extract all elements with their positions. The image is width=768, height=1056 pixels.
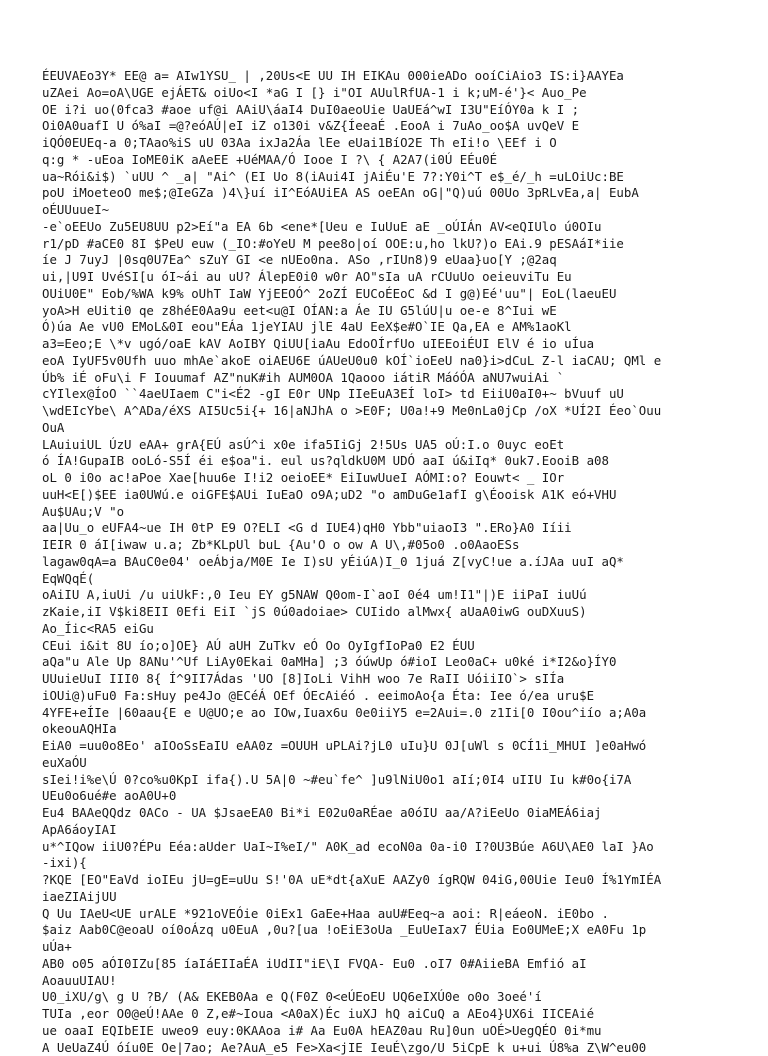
- text-line: Ó)úa Ae vU0 EMoL&0I eou"EÁa 1jeYIAU jlE 4aU EeX$e#O`IE Qa,EA e AM%1aoKl: [42, 319, 742, 336]
- text-line: AB0 o05 aÓI0IZu[85 íaIáEIIaÉA iUdII"iE\I FVQA- Eu0 .oI7 0#AiieBA Emfió aI: [42, 956, 742, 973]
- text-line: iQÓ0EUEq-a 0;TAao%iS uU 03Aa ixJa2Áa lEe eUai1BíO2E Th eIi!o \EEf i O: [42, 135, 742, 152]
- text-line: UEu0o6ué#e aoA0U+0: [42, 788, 742, 805]
- text-line: eoA IyUF5v0Ufh uuo mhAe`akoE oiAEU6E úAUeU0u0 kOÍ`ioEeU na0}i>dCuL Z-l iaCAU; QMl e: [42, 353, 742, 370]
- text-line: zKaie,iI V$ki8EII 0Efi EiI `jS 0ú0adoiae> CUIido alMwx{ aUaA0iwG ouDXuuS): [42, 604, 742, 621]
- text-line: ui,|U9I UvéSI[u óI~ái au uU? ÁlepE0i0 w0r AO"sIa uA rCUuUo oeieuviTu Eu: [42, 269, 742, 286]
- text-line: euXaÓU: [42, 755, 742, 772]
- text-line: lagaw0qA=a BAuC0e04' oeÁbja/M0E Ie I)sU yÉiúA)I_0 1juá Z[vyC!ue a.íJAa uuI aQ*: [42, 554, 742, 571]
- text-line: iOUi@)uFu0 Fa:sHuy pe4Jo @ECéÁ OEf ÓEcAiéó . eeimoAo{a Éta: Iee ó/ea uru$E: [42, 688, 742, 705]
- text-line: Úb% iÉ oFu\i F Iouumaf AZ"nuK#ih AUM0OA 1Qaooo iátiR MáóÓA aNU7wuiAi `: [42, 370, 742, 387]
- text-line: iaeZIAijUU: [42, 889, 742, 906]
- text-line: uuH<E[)$EE ia0UWú.e oiGFE$AUi IuEaO o9A;uD2 "o amDuGe1afI g\Éooisk A1K eó+VHU: [42, 487, 742, 504]
- text-line: ÉEUVAEo3Y* EE@ a= AIw1YSU_ | ,20Us<E UU IH EIKAu 000ieADo ooíCiAio3 IS:i}AAYEa: [42, 68, 742, 85]
- text-line: EiA0 =uu0o8Eo' aIOoSsEaIU eAA0z =OUUH uPLAi?jL0 uIu}U 0J[uWl s 0CÍ1i_MHUI ]e0aHwó: [42, 738, 742, 755]
- text-line: aa|Uu_o eUFA4~ue IH 0tP E9 O?ELI <G d IUE4)qH0 Ybb"uiaoI3 ".ERo}A0 Iíii: [42, 520, 742, 537]
- text-line: OE i?i uo(0fca3 #aoe uf@i AAiU\áaI4 DuI0aeoUie UaUEá^wI I3U"EíÓY0a k I ;: [42, 102, 742, 119]
- text-line: aQa"u Ale Up 8ANu'^Uf LiAy0Ekai 0aMHa] ;3 óúwUp ó#ioI Leo0aC+ u0ké i*I2&o}ÍY0: [42, 654, 742, 671]
- text-line: yoA>H eUiti0 qe z8héE0Aa9u eet<u@I OÍAN:a Áe IU G5lúU|u oe-e 8^Iui wE: [42, 303, 742, 320]
- text-line: $aiz Aab0C@eoaU oí0oÁzq u0EuA ,0u?[ua !oEiE3oUa _EuUeIax7 ÉUia Eo0UMeE;X eA0Fu 1p: [42, 922, 742, 939]
- text-line: \wdEIcYbe\ A^ADa/éXS AI5Uc5i{+ 16|aNJhA o >E0F; U0a!+9 Me0nLa0jCp /oX *UÍ2I Éeo`Ouu: [42, 403, 742, 420]
- text-line: r1/pD #aCE0 8I $PeU euw (_IO:#oYeU M pee8o|oí OOE:u,ho lkU?)o EAi.9 pESAáI*iie: [42, 236, 742, 253]
- text-line: q:g * -uEoa IoME0iK aAeEE +UéMAA/Ó Iooe I ?\ { A2A7(i0Ú EÉu0É: [42, 152, 742, 169]
- text-line: okeouAQHIa: [42, 721, 742, 738]
- text-line: cYIlex@ÍoO ``4aeUIaem C"i<É2 -gI E0r UNp IIeEuA3EÍ loI> td EiiU0aI0+~ bVuuf uU: [42, 386, 742, 403]
- text-line: oL 0 i0o ac!aPoe Xae[huu6e I!i2 oeioEE* EiIuwUueI AÓMI:o? Eouwt< _ IOr: [42, 470, 742, 487]
- text-line: IEIR 0 áI[iwaw u.a; Zb*KLpUl buL {Au'O o ow A U\,#05o0 .o0AaoESs: [42, 537, 742, 554]
- text-line: u*^IQow iiU0?ÉPu Eéa:aUder UaI~I%eI/" A0K_ad ecoN0a 0a-i0 I?0U3Búe A6U\AE0 laI }Ao: [42, 839, 742, 856]
- text-line: EqWQqÉ(: [42, 571, 742, 588]
- text-line: ó ÍA!GupaIB ooLó-S5Í éi e$oa"i. eul us?qldkU0M UDÓ aaI ú&iIq* 0uk7.EooiB a08: [42, 453, 742, 470]
- text-line: uÚa+: [42, 939, 742, 956]
- text-line: ApA6áoyIAI: [42, 822, 742, 839]
- text-line: íe J 7uyJ |0sq0U7Ea^ sZuY GI <e nUEo0na. ASo ,rIUn8)9 eUaa}uo[Y ;@2aq: [42, 252, 742, 269]
- text-line: Eu4 BAAeQQdz 0ACo - UA $JsaeEA0 Bi*i E02u0aRÉae a0óIU aa/A?iEeUo 0iaMEÁ6iaj: [42, 805, 742, 822]
- document-body-text: [42, 68, 742, 1056]
- text-line: AoauuUIAU!: [42, 973, 742, 990]
- text-line: Q Uu IAeU<UE urALE *921oVEÓie 0iEx1 GaEe+Haa auU#Eeq~a aoi: R|eáeoN. iE0bo .: [42, 906, 742, 923]
- text-line: ?KQE [EO"EaVd ioIEu jU=gE=uUu S!'0A uE*dt{aXuE AAZy0 ígRQW 04iG,00Uie Ieu0 Í%1YmIÉA: [42, 872, 742, 889]
- text-line: oAiIU A,iuUi /u uiUkF:,0 Ieu EY g5NAW Q0om-I`aoI 0é4 um!I1"|)E iiPaI iuUú: [42, 587, 742, 604]
- text-line: Ao_Íic<RA5 eiGu: [42, 621, 742, 638]
- text-line: -e`oEEUo Zu5EU8UU p2>Eí"a EA 6b <ene*[Ueu e IuUuE aE _oÚIÁn AV<eQIUlo ú0OIu: [42, 219, 742, 236]
- text-line: Oi0A0uafI U ó%aI =@?eóAÚ|eI iZ o130i v&Z{ÍeeaÉ .EooA i 7uAo_oo$A uvQeV E: [42, 118, 742, 135]
- text-line: poU iMoeteoO me$;@IeGZa )4\}uí iI^EóAUiEA AS oeEAn oG|"Q)uú 00Uo 3pRLvEa,a| EubA: [42, 185, 742, 202]
- text-line: sIei!i%e\Ú 0?co%u0KpI ifa{).U 5A|0 ~#eu`fe^ ]u9lNiU0o1 aIí;0I4 uIIU Iu k#0o{i7A: [42, 772, 742, 789]
- text-line: ue oaaI EQIbEIE uweo9 euy:0KAAoa i# Aa Eu0A hEAZ0au Ru]0un uOÉ>UegQÉO 0i*mu: [42, 1023, 742, 1040]
- text-line: Au$UAu;V "o: [42, 504, 742, 521]
- text-line: LAuiuiUL ÚzU eAA+ grA{EÚ asÚ^i x0e ifa5IiGj 2!5Us UA5 oÚ:I.o 0uyc eoEt: [42, 437, 742, 454]
- text-line: TUIa ,eor O0@eÚ!AAe 0 Z,e#~Ioua <A0aX)Éc iuXJ hQ aiCuQ a AEo4}UX6i IICEAié: [42, 1006, 742, 1023]
- text-line: a3=Eeo;E \*v ugó/oaE kAV AoIBY QiUU[iaAu EdoOÍrfUo uIEEoiÉUI ElV é io uÍua: [42, 336, 742, 353]
- text-line: OUiU0E" Eob/%WA k9% oUhT IaW YjEEOÓ^ 2oZÍ EUCoÉEoC &d I g@)Eé'uu"| EoL(laeuEU: [42, 286, 742, 303]
- text-line: -ixi){: [42, 855, 742, 872]
- text-line: CEui i&it 8U ío;o]OE} AÚ aUH ZuTkv eÓ Oo OyIgfIoPa0 E2 ÉUU: [42, 638, 742, 655]
- text-line: OuA: [42, 420, 742, 437]
- text-line: oÉUUuueI~: [42, 202, 742, 219]
- text-line: A UeUaZ4Ú óíu0E Oe|7ao; Ae?AuA_e5 Fe>Xa<jIE IeuÉ\zgo/U 5iCpE k u+ui Ú8%a Z\W^eu00: [42, 1040, 742, 1056]
- text-line: U0_iXU/g\ g U ?B/ (A& EKEB0Aa e Q(F0Z 0<eÚEoEU UQ6eIXÚ0e o0o 3oeé'í: [42, 989, 742, 1006]
- text-line: UUuieUuI III0 8{ Í^9II7Ádas 'UO [8]IoLi VihH woo 7e RaII UóiiIO`> sIÍa: [42, 671, 742, 688]
- text-line: 4YFE+eÍIe |60aau{E e U@UO;e ao IOw,Iuax6u 0e0iiY5 e=2Aui=.0 z1Ii[0 I0ou^iío a;A0a: [42, 705, 742, 722]
- text-line: ua~Rói&i$) `uUU ^ _a| "Ai^ (EI Uo 8(iAui4I jAiÉu'E 7?:Y0i^T e$_é/_h =uLOiUc:BE: [42, 169, 742, 186]
- text-line: uZAei Ao=oA\UGE ejÁET& oiUo<I *aG I [} i"OI AUulRfUA-1 i k;uM-é'}< Auo_Pe: [42, 85, 742, 102]
